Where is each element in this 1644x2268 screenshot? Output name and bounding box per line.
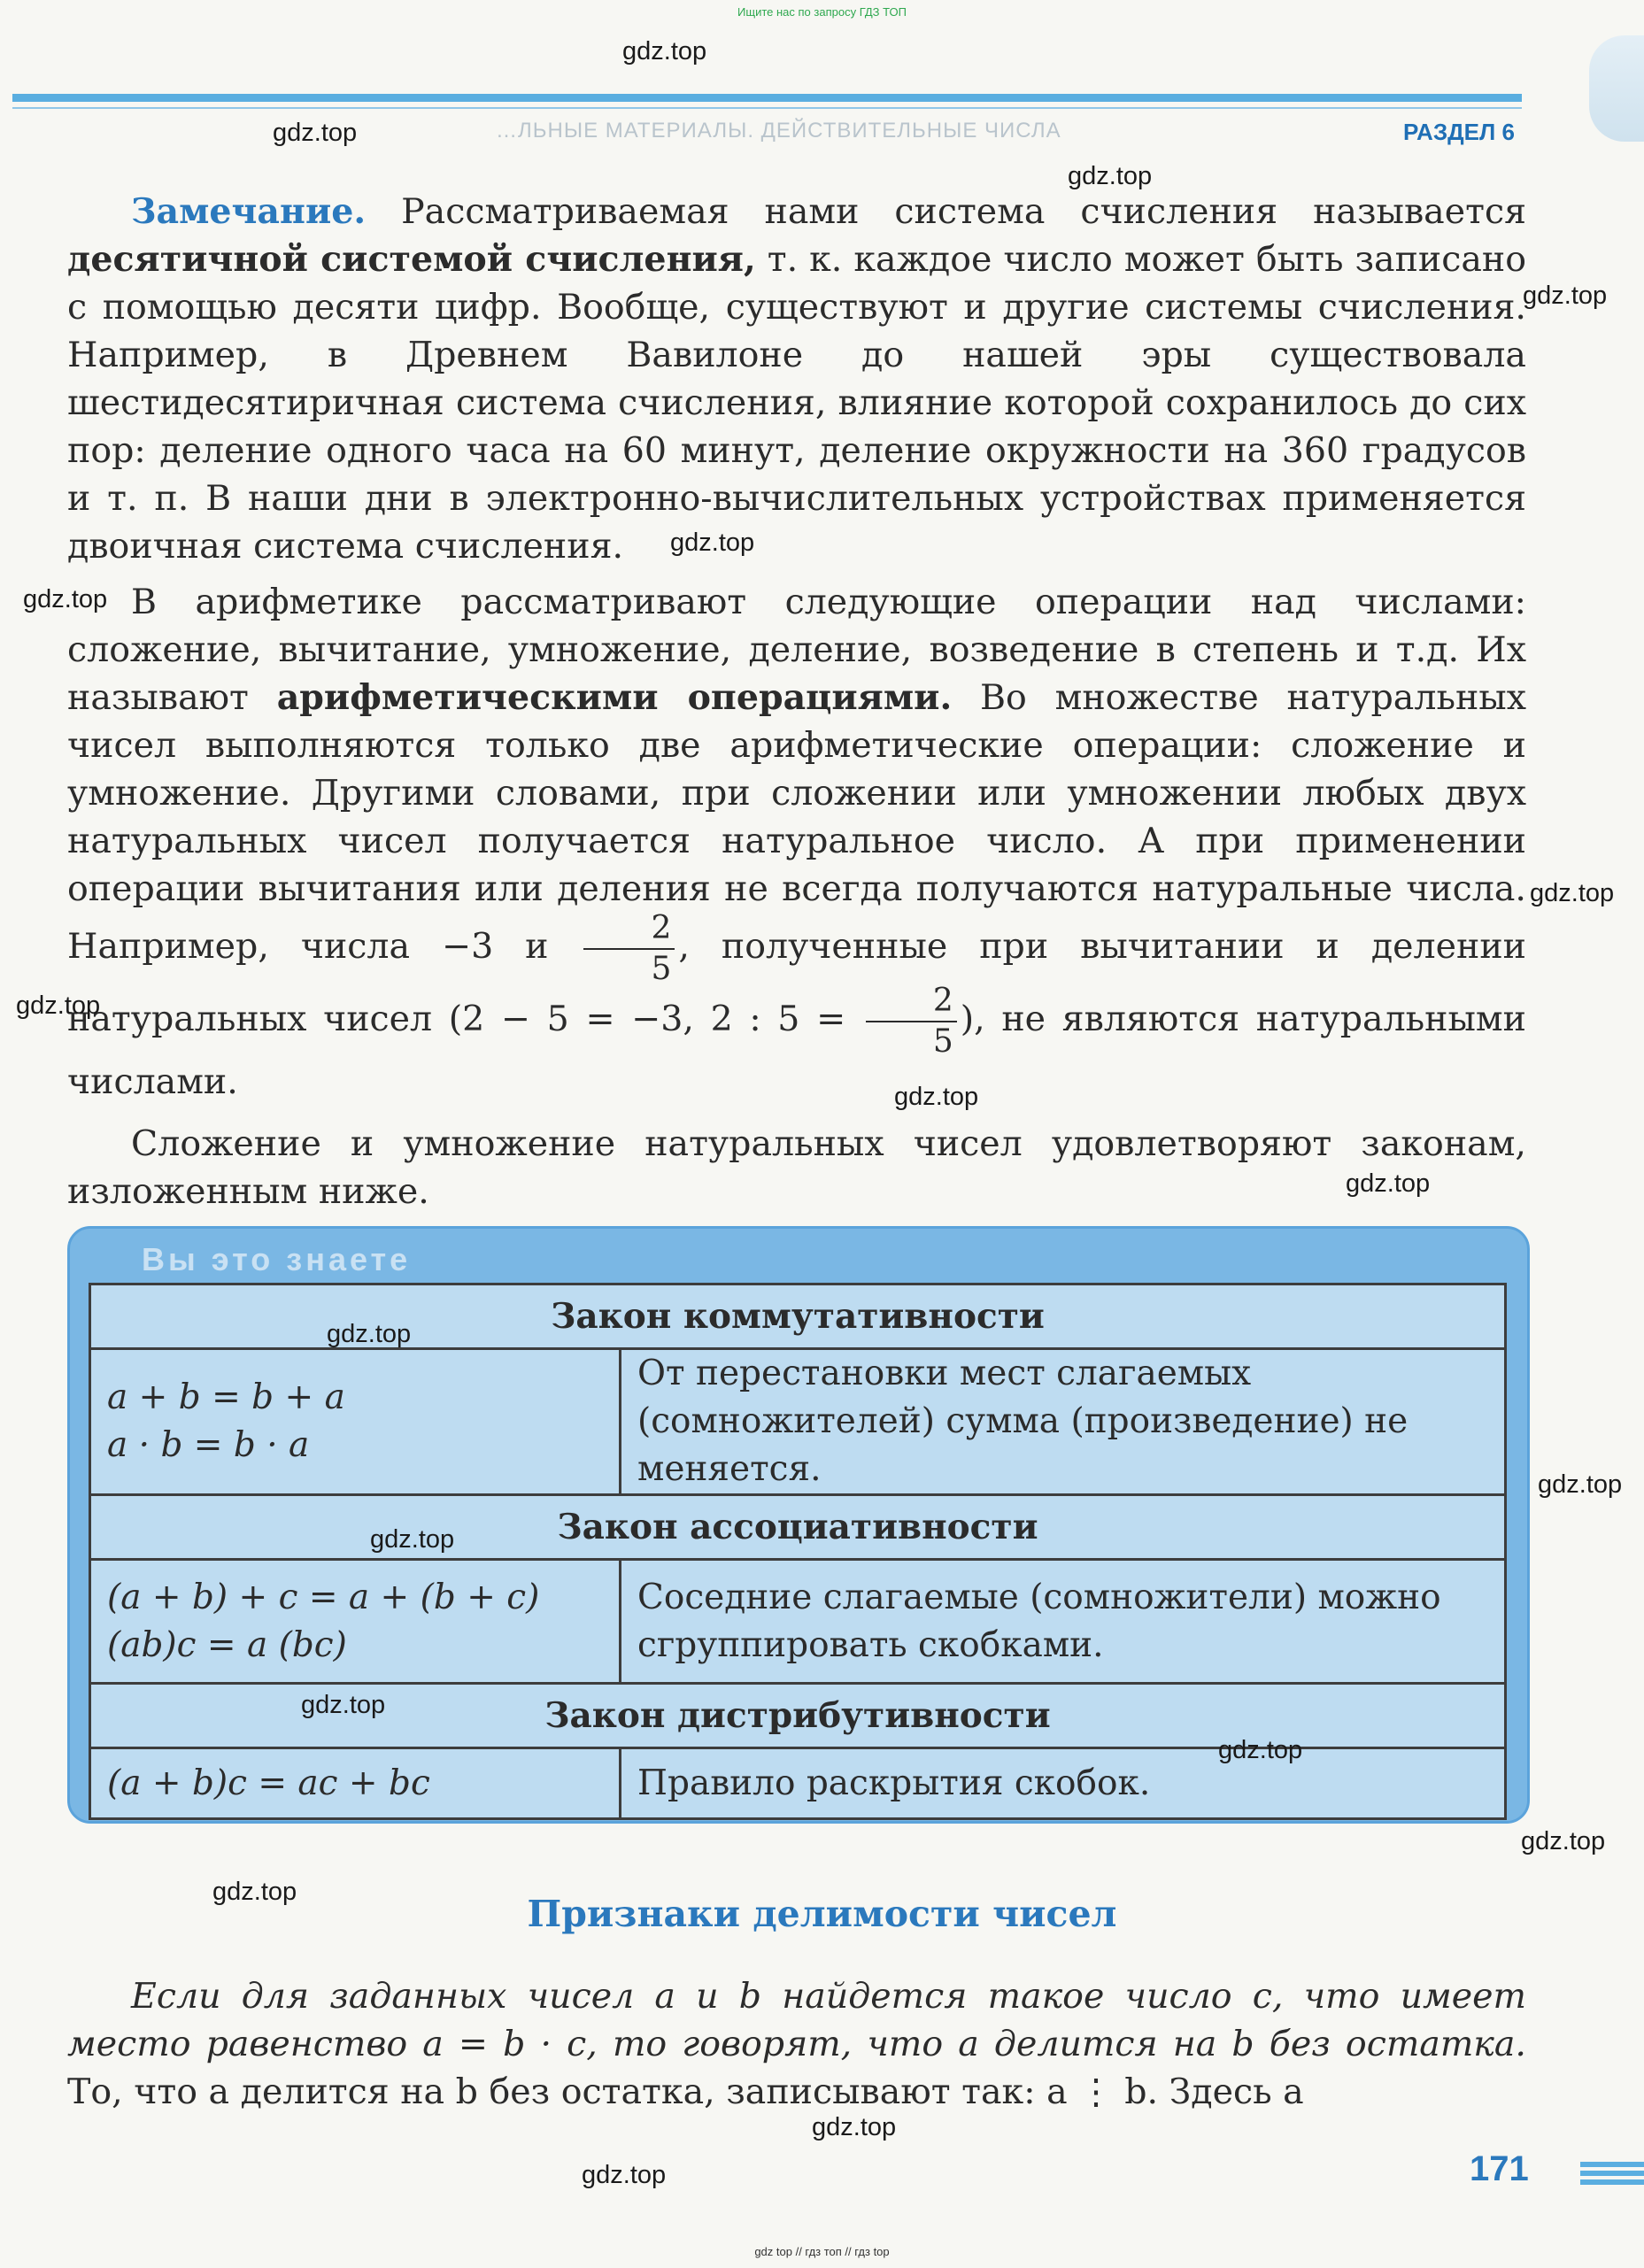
formula-line: (ab)c = a (bc) bbox=[107, 1624, 347, 1665]
laws-box-title: Вы это знаете bbox=[142, 1241, 412, 1277]
formula-line: a · b = b · a bbox=[107, 1425, 310, 1465]
watermark: gdz.top bbox=[670, 528, 755, 557]
table-row bbox=[90, 1349, 1506, 1495]
law-title-associative: Закон ассоциативности bbox=[90, 1495, 1506, 1560]
table-row bbox=[90, 1284, 1506, 1349]
watermark: gdz.top bbox=[16, 991, 101, 1020]
watermark: gdz.top bbox=[622, 37, 707, 66]
remark-text-1: Рассматриваемая нами система счисления называется bbox=[366, 191, 1526, 232]
top-notice: Ищите нас по запросу ГДЗ ТОП bbox=[737, 5, 907, 19]
header-rule bbox=[12, 94, 1522, 102]
fraction-two-fifths-result bbox=[866, 985, 957, 1058]
running-title: …ЛЬНЫЕ МАТЕРИАЛЫ. ДЕЙСТВИТЕЛЬНЫЕ ЧИСЛА bbox=[496, 119, 1061, 143]
header-rule-thin bbox=[12, 107, 1522, 109]
formula-line: (a + b)c = ac + bc bbox=[107, 1763, 430, 1803]
watermark: gdz.top bbox=[1523, 282, 1608, 310]
bottom-notice: gdz top // гдз топ // гдз top bbox=[754, 2245, 890, 2258]
divisibility-definition: Если для заданных чисел a и b найдется такое число c, что имеет место равенство a = b · c, то говорят, что a делится на b без остатка. bbox=[67, 1976, 1526, 2064]
watermark: gdz.top bbox=[812, 2113, 897, 2141]
fraction-denominator: 5 bbox=[932, 1023, 953, 1060]
watermark: gdz.top bbox=[23, 585, 108, 613]
watermark: gdz.top bbox=[1218, 1736, 1303, 1764]
watermark: gdz.top bbox=[894, 1083, 979, 1111]
law-description: Соседние слагаемые (сомножители) можно сгруппировать скобками. bbox=[621, 1560, 1506, 1684]
arith-text-3: , полученные при вычитании и делении натуральных чисел (2 − 5 = −3, 2 : 5 = bbox=[67, 926, 1526, 1039]
laws-intro: Сложение и умножение натуральных чисел удовлетворяют законам, изложенным ниже. bbox=[67, 1123, 1526, 1212]
watermark: gdz.top bbox=[1530, 879, 1615, 907]
arith-text-1: В арифметике рассматривают следующие операции над числами: сложение, вычитание, умножение, деление, возведение в степень и т.д. Их называют bbox=[67, 582, 1526, 718]
arithmetic-paragraph bbox=[67, 578, 1526, 1106]
remark-label: Замечание. bbox=[131, 191, 367, 232]
watermark: gdz.top bbox=[327, 1320, 412, 1348]
law-description: От перестановки мест слагаемых (сомножителей) сумма (произведение) не меняется. bbox=[621, 1349, 1506, 1495]
law-formula-cell bbox=[90, 1748, 621, 1819]
table-row bbox=[90, 1495, 1506, 1560]
page-stripe bbox=[1580, 2162, 1644, 2167]
page-stripe bbox=[1580, 2179, 1644, 2185]
fraction-numerator: 2 bbox=[866, 985, 957, 1022]
law-formula-cell bbox=[90, 1560, 621, 1684]
page-number: 171 bbox=[1470, 2149, 1529, 2188]
arith-text-4: ), не являются натуральными числами. bbox=[67, 999, 1526, 1102]
watermark: gdz.top bbox=[370, 1525, 455, 1554]
section-label: РАЗДЕЛ 6 bbox=[1403, 119, 1515, 145]
watermark: gdz.top bbox=[1538, 1470, 1623, 1499]
remark-paragraph bbox=[67, 188, 1526, 570]
fraction-denominator: 5 bbox=[651, 951, 672, 987]
section-heading: Признаки делимости чисел bbox=[527, 1893, 1117, 1935]
watermark: gdz.top bbox=[1521, 1827, 1606, 1855]
watermark: gdz.top bbox=[1346, 1169, 1431, 1198]
watermark: gdz.top bbox=[273, 119, 358, 147]
divisibility-paragraph bbox=[67, 1972, 1526, 2116]
watermark: gdz.top bbox=[582, 2161, 667, 2189]
fraction-two-fifths bbox=[583, 910, 675, 987]
law-description: Правило раскрытия скобок. bbox=[621, 1748, 1506, 1819]
law-title-commutative: Закон коммутативности bbox=[90, 1284, 1506, 1349]
divisibility-text: То, что a делится на b без остатка, записывают так: a ⋮ b. Здесь a bbox=[67, 2071, 1304, 2112]
fraction-numerator: 2 bbox=[583, 913, 675, 950]
page-stripe bbox=[1580, 2171, 1644, 2176]
arith-bold-term: арифметическими операциями. bbox=[276, 677, 953, 718]
formula-line: (a + b) + c = a + (b + c) bbox=[107, 1577, 540, 1617]
law-formula-cell bbox=[90, 1349, 621, 1495]
table-row bbox=[90, 1560, 1506, 1684]
watermark: gdz.top bbox=[1068, 162, 1153, 190]
arith-text-2: Во множестве натуральных чисел выполняются только две арифметические операции: сложение и умножение. Другими словами, при сложении или умножении любых двух натуральных чисел получается натуральное число. А при применении операции вычитания или деления не всегда получаются натуральные числа. Например, числа −3 и bbox=[67, 677, 1526, 967]
watermark: gdz.top bbox=[212, 1878, 297, 1906]
corner-decoration bbox=[1589, 35, 1644, 142]
watermark: gdz.top bbox=[301, 1691, 386, 1719]
remark-text-2: т. к. каждое число может быть записано с помощью десяти цифр. Вообще, существуют и другие системы счисления. Например, в Древнем Вавилоне до нашей эры существовала шестидесятиричная система счисления, влияние которой сохранилось до сих пор: деление одного часа на 60 минут, деление окружности на 360 градусов и т. п. В наши дни в электронно-вычислительных устройствах применяется двоичная система счисления. bbox=[67, 239, 1526, 567]
remark-bold-term: десятичной системой счисления, bbox=[67, 239, 756, 280]
law-title-distributive: Закон дистрибутивности bbox=[90, 1684, 1506, 1748]
formula-line: a + b = b + a bbox=[107, 1377, 345, 1417]
